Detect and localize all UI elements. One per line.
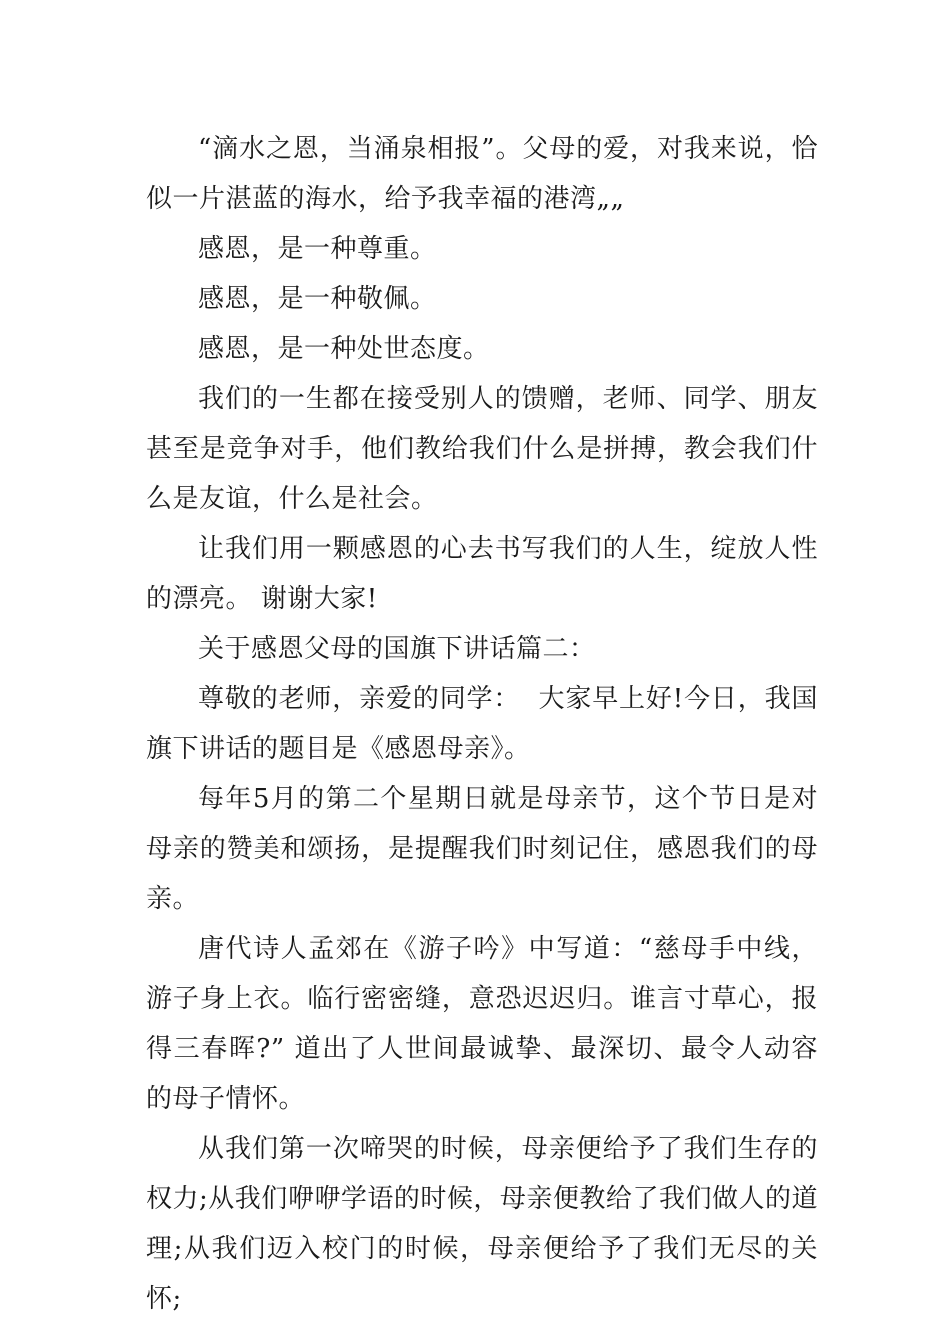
- document-body: [146, 124, 818, 1324]
- paragraph-greeting: 尊敬的老师，亲爱的同学： 大家早上好!今日，我国旗下讲话的题目是《感恩母亲》。: [146, 684, 818, 764]
- paragraph-attitude: 感恩，是一种处世态度。: [198, 334, 490, 364]
- paragraph-mothers-day: 每年5月的第二个星期日就是母亲节，这个节日是对母亲的赞美和颂扬，是提醒我们时刻记住，感恩我们的母亲。: [146, 784, 818, 914]
- paragraph-mother-care: 从我们第一次啼哭的时候，母亲便给予了我们生存的权力;从我们咿咿学语的时候，母亲便教给了我们做人的道理;从我们迈入校门的时候，母亲便给予了我们无尽的关怀;: [146, 1134, 818, 1314]
- paragraph-closing-thanks: 让我们用一颗感恩的心去书写我们的人生，绽放人性的漂亮。 谢谢大家!: [146, 534, 818, 614]
- paragraph-respect: 感恩，是一种尊重。: [198, 234, 437, 264]
- paragraph-gratitude-quote: “滴水之恩，当涌泉相报”。父母的爱，对我来说，恰似一片湛蓝的海水，给予我幸福的港湾„„: [146, 134, 818, 214]
- section-heading-part-two: 关于感恩父母的国旗下讲话篇二：: [198, 634, 596, 664]
- paragraph-admiration: 感恩，是一种敬佩。: [198, 284, 437, 314]
- paragraph-gifts-from-others: 我们的一生都在接受别人的馈赠，老师、同学、朋友甚至是竞争对手，他们教给我们什么是拼搏，教会我们什么是友谊，什么是社会。: [146, 384, 818, 514]
- paragraph-poem-quote: 唐代诗人孟郊在《游子吟》中写道：“慈母手中线，游子身上衣。临行密密缝，意恐迟迟归。谁言寸草心，报得三春晖?” 道出了人世间最诚挚、最深切、最令人动容的母子情怀。: [146, 934, 818, 1114]
